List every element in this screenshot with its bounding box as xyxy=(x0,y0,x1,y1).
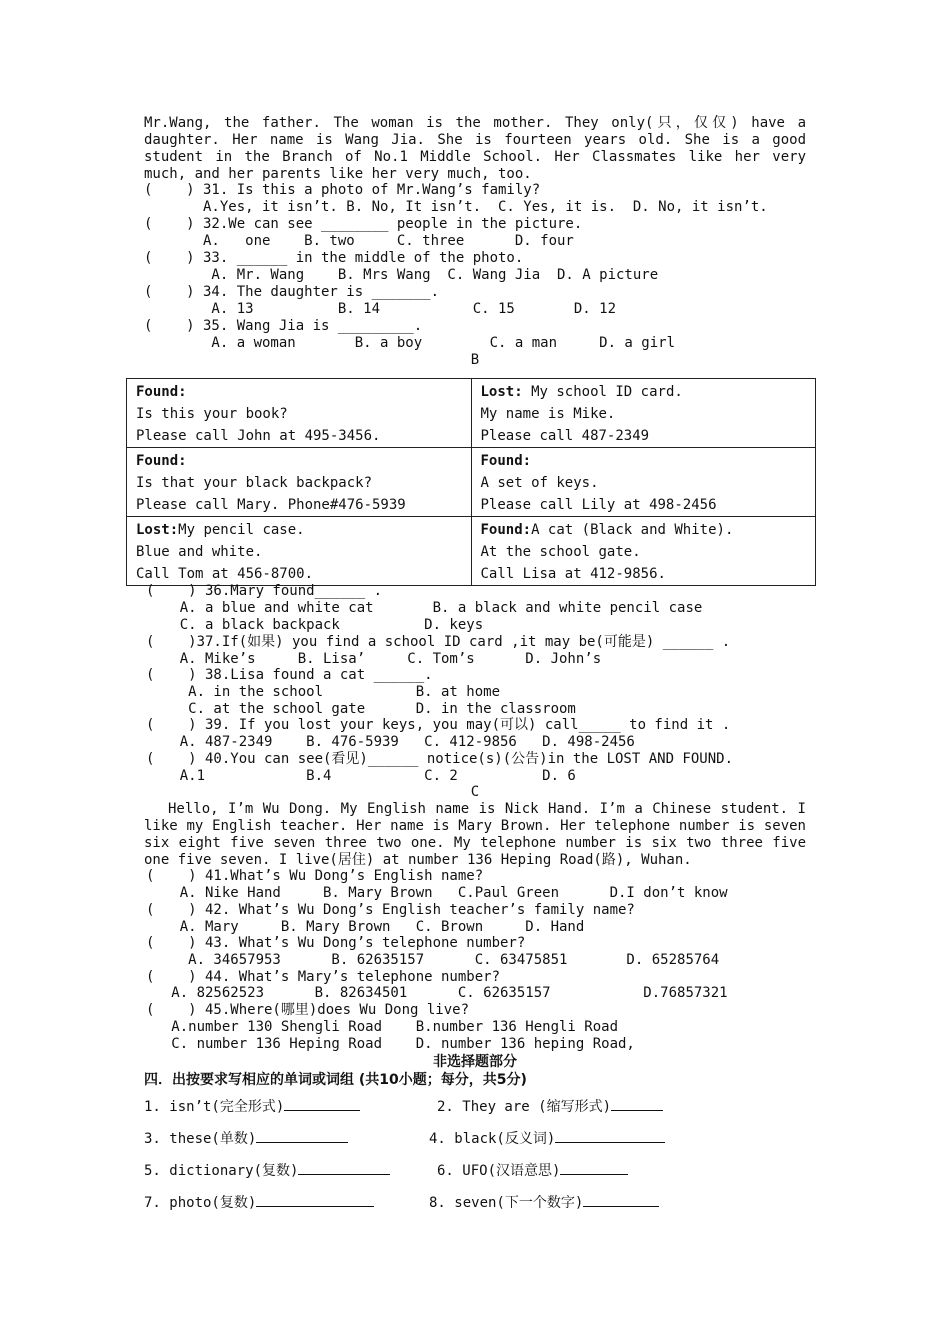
options-40: A.1 B.4 C. 2 D. 6 xyxy=(146,768,576,784)
options-34: A. 13 B. 14 C. 15 D. 12 xyxy=(144,301,617,317)
fill-item-label: 1. isn’t(完全形式) xyxy=(144,1099,285,1115)
fill-item xyxy=(437,1097,663,1116)
question-41: ( ) 41.What’s Wu Dong’s English name? xyxy=(146,868,484,884)
options-31: A.Yes, it isn’t. B. No, It isn’t. C. Yes, it is. D. No, it isn’t. xyxy=(144,199,768,215)
options-45-a: A.number 130 Shengli Road B.number 136 Hengli Road xyxy=(146,1019,619,1035)
notice-title: Found: xyxy=(136,384,187,400)
lost-and-found-table xyxy=(126,378,816,586)
question-43: ( ) 43. What’s Wu Dong’s telephone number? xyxy=(146,935,526,951)
notice-body: My school ID card. xyxy=(522,384,683,400)
answer-blank[interactable] xyxy=(611,1097,663,1111)
answer-blank[interactable] xyxy=(284,1097,360,1111)
section-4-title: 四．出按要求写相应的单词或词组 (共10小题；每分，共5分) xyxy=(144,1072,527,1088)
answer-blank[interactable] xyxy=(256,1193,374,1207)
fill-item xyxy=(144,1129,348,1148)
options-33: A. Mr. Wang B. Mrs Wang C. Wang Jia D. A picture xyxy=(144,267,659,283)
question-40: ( ) 40.You can see(看见)______ notice(s)(公告)in the LOST AND FOUND. xyxy=(146,751,734,767)
notice-title: Found: xyxy=(480,522,532,538)
notice-line: Please call Mary. Phone#476-5939 xyxy=(136,497,406,513)
question-38: ( ) 38.Lisa found a cat ______. xyxy=(146,667,433,683)
question-34: ( ) 34. The daughter is _______. xyxy=(144,284,440,300)
notice-line: Please call John at 495-3456. xyxy=(136,428,381,444)
notice-cell xyxy=(127,379,472,448)
options-36-a: A. a blue and white cat B. a black and white pencil case xyxy=(146,600,703,616)
notice-line: A set of keys. xyxy=(480,475,599,491)
notice-cell xyxy=(471,448,816,517)
options-38-b: C. at the school gate D. in the classroom xyxy=(146,701,576,717)
options-39: A. 487-2349 B. 476-5939 C. 412-9856 D. 498-2456 xyxy=(146,734,635,750)
fill-item xyxy=(429,1193,659,1212)
options-37: A. Mike’s B. Lisa’ C. Tom’s D. John’s xyxy=(146,651,602,667)
notice-line: Call Lisa at 412-9856. xyxy=(480,566,666,582)
question-33: ( ) 33. ______ in the middle of the photo. xyxy=(144,250,524,266)
fill-item-label: 6. UFO(汉语意思) xyxy=(437,1163,561,1179)
notice-title: Found: xyxy=(480,453,532,469)
options-43: A. 34657953 B. 62635157 C. 63475851 D. 65285764 xyxy=(146,952,720,968)
notice-line: Please call Lily at 498-2456 xyxy=(480,497,717,513)
notice-body: A cat (Black and White). xyxy=(531,522,734,538)
options-38-a: A. in the school B. at home xyxy=(146,684,501,700)
options-45-b: C. number 136 Heping Road D. number 136 heping Road, xyxy=(146,1036,635,1052)
options-32: A. one B. two C. three D. four xyxy=(144,233,574,249)
fill-item-label: 2. They are (缩写形式) xyxy=(437,1099,612,1115)
notice-line: Please call 487-2349 xyxy=(480,428,650,444)
answer-blank[interactable] xyxy=(555,1129,665,1143)
fill-item-label: 4. black(反义词) xyxy=(429,1131,556,1147)
fill-item-label: 7. photo(复数) xyxy=(144,1195,257,1211)
notice-title: Lost: xyxy=(136,522,179,538)
fill-item xyxy=(144,1193,374,1212)
section-c-label: C xyxy=(470,784,480,800)
nonchoice-title: 非选择题部分 xyxy=(433,1054,517,1070)
answer-blank[interactable] xyxy=(583,1193,659,1207)
question-45: ( ) 45.Where(哪里)does Wu Dong live? xyxy=(146,1002,470,1018)
notice-cell xyxy=(471,517,816,586)
fill-item xyxy=(144,1097,360,1116)
notice-line: At the school gate. xyxy=(480,544,641,560)
notice-line: Call Tom at 456-8700. xyxy=(136,566,314,582)
question-37: ( )37.If(如果) you find a school ID card ,it may be(可能是) ______ . xyxy=(146,634,731,650)
question-36: ( ) 36.Mary found______ . xyxy=(146,583,383,599)
passage-a-text: Mr.Wang, the father. The woman is the mother. They only(只，仅仅) have a daughter. Her name is Wang Jia. She is fourteen years old. She is a good student in the Branch of No.1 Middle School. Her Classmates like her very much, and her parents like her very much, too. xyxy=(144,115,806,182)
answer-blank[interactable] xyxy=(560,1161,628,1175)
fill-item-label: 8. seven(下一个数字) xyxy=(429,1195,584,1211)
options-41: A. Nike Hand B. Mary Brown C.Paul Green D.I don’t know xyxy=(146,885,728,901)
section-b-label: B xyxy=(470,352,480,368)
fill-item-label: 3. these(单数) xyxy=(144,1131,257,1147)
notice-cell xyxy=(471,379,816,448)
question-32: ( ) 32.We can see ________ people in the picture. xyxy=(144,216,583,232)
fill-item xyxy=(437,1161,628,1180)
notice-body: My pencil case. xyxy=(178,522,305,538)
question-31: ( ) 31. Is this a photo of Mr.Wang’s family? xyxy=(144,182,541,198)
question-44: ( ) 44. What’s Mary’s telephone number? xyxy=(146,969,501,985)
passage-c-text: Hello, I’m Wu Dong. My English name is Nick Hand. I’m a Chinese student. I like my English teacher. Her name is Mary Brown. Her telephone number is seven six eight five seven three two one. My telephone number is six two three five one five seven. I live(居住) at number 136 Heping Road(路), Wuhan. xyxy=(144,801,806,868)
options-42: A. Mary B. Mary Brown C. Brown D. Hand xyxy=(146,919,585,935)
notice-title: Found: xyxy=(136,453,187,469)
notice-line: Is this your book? xyxy=(136,406,288,422)
question-39: ( ) 39. If you lost your keys, you may(可以) call_____ to find it . xyxy=(146,717,731,733)
options-35: A. a woman B. a boy C. a man D. a girl xyxy=(144,335,676,351)
fill-item xyxy=(429,1129,665,1148)
answer-blank[interactable] xyxy=(256,1129,348,1143)
question-42: ( ) 42. What’s Wu Dong’s English teacher’s family name? xyxy=(146,902,635,918)
options-36-b: C. a black backpack D. keys xyxy=(146,617,484,633)
notice-cell xyxy=(127,448,472,517)
answer-blank[interactable] xyxy=(298,1161,390,1175)
notice-cell xyxy=(127,517,472,586)
fill-item-label: 5. dictionary(复数) xyxy=(144,1163,299,1179)
notice-line: Blue and white. xyxy=(136,544,263,560)
question-35: ( ) 35. Wang Jia is _________. xyxy=(144,318,423,334)
notice-line: My name is Mike. xyxy=(480,406,616,422)
notice-title: Lost: xyxy=(480,384,523,400)
notice-line: Is that your black backpack? xyxy=(136,475,373,491)
fill-item xyxy=(144,1161,390,1180)
options-44: A. 82562523 B. 82634501 C. 62635157 D.76857321 xyxy=(146,985,728,1001)
